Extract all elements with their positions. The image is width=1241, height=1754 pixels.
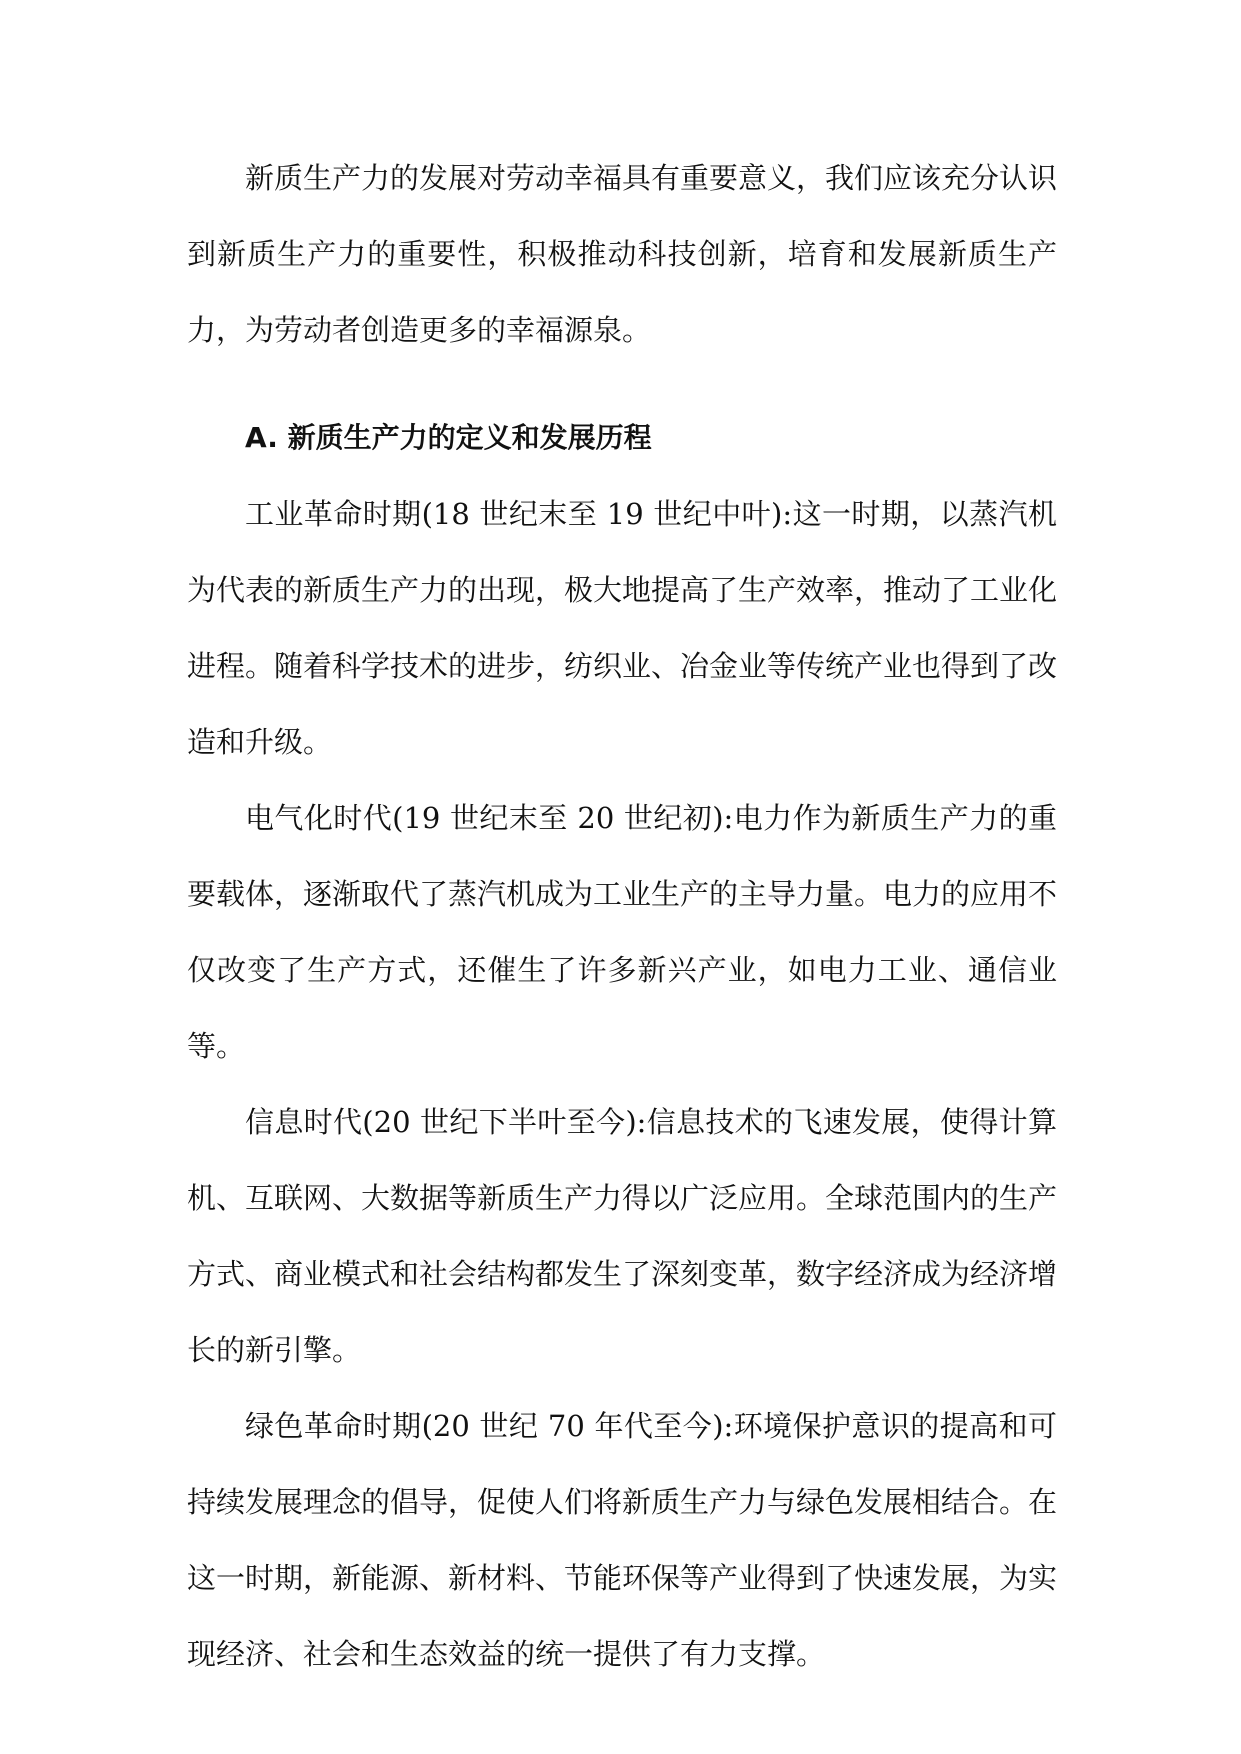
intro-paragraph: 新质生产力的发展对劳动幸福具有重要意义，我们应该充分认识到新质生产力的重要性，积极推动科技创新，培育和发展新质生产力，为劳动者创造更多的幸福源泉。 xyxy=(187,161,1058,347)
document-body xyxy=(187,140,1057,1692)
paragraph-electrification-era: 电气化时代(19 世纪末至 20 世纪初):电力作为新质生产力的重要载体，逐渐取代了蒸汽机成为工业生产的主导力量。电力的应用不仅改变了生产方式，还催生了许多新兴产业，如电力工业、通信业等。 xyxy=(187,801,1058,1063)
section-heading: A. 新质生产力的定义和发展历程 xyxy=(245,421,652,454)
paragraph-green-revolution: 绿色革命时期(20 世纪 70 年代至今):环境保护意识的提高和可持续发展理念的倡导，促使人们将新质生产力与绿色发展相结合。在这一时期，新能源、新材料、节能环保等产业得到了快速发展，为实现经济、社会和生态效益的统一提供了有力支撑。 xyxy=(187,1409,1058,1671)
paragraph-information-age: 信息时代(20 世纪下半叶至今):信息技术的飞速发展，使得计算机、互联网、大数据等新质生产力得以广泛应用。全球范围内的生产方式、商业模式和社会结构都发生了深刻变革，数字经济成为经济增长的新引擎。 xyxy=(187,1105,1058,1367)
paragraph-industrial-revolution: 工业革命时期(18 世纪末至 19 世纪中叶):这一时期，以蒸汽机为代表的新质生产力的出现，极大地提高了生产效率，推动了工业化进程。随着科学技术的进步，纺织业、冶金业等传统产业也得到了改造和升级。 xyxy=(187,497,1058,759)
